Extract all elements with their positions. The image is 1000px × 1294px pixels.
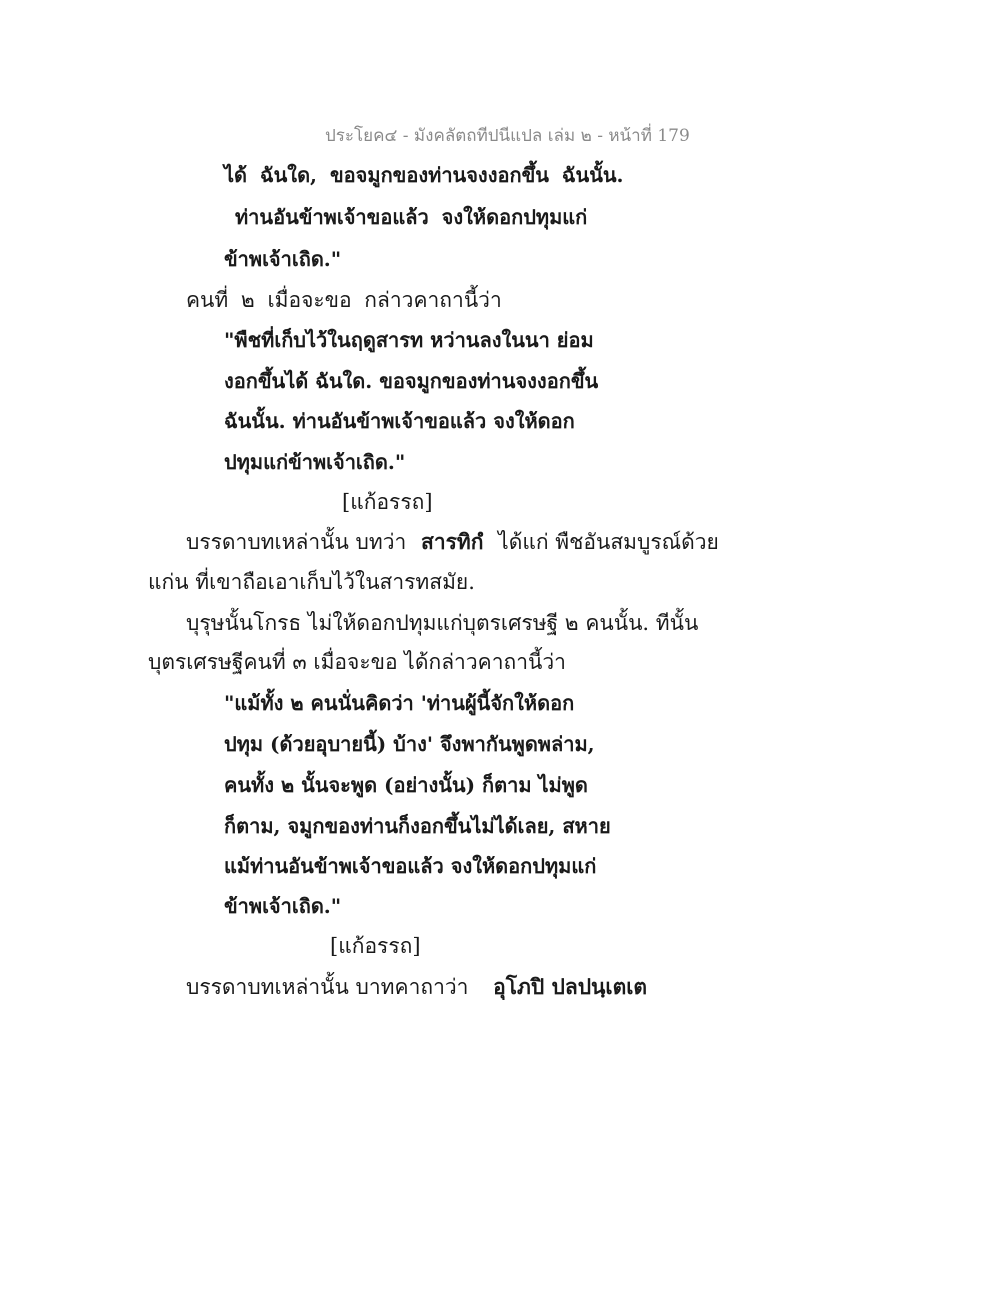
body-line: บุรุษนั้นโกรธ ไม่ให้ดอกปทุมแก่บุตรเศรษฐี ๒ คนนั้น. ทีนั้น xyxy=(186,611,699,635)
body-text: บรรดาบทเหล่านั้น บทว่า xyxy=(186,530,407,554)
verse-line: ปทุมแก่ข้าพเจ้าเถิด." xyxy=(224,450,406,474)
verse-line: "พืชที่เก็บไว้ในฤดูสารท หว่านลงในนา ย่อม xyxy=(224,328,594,352)
body-line: แก่น ที่เขาถือเอาเก็บไว้ในสารทสมัย. xyxy=(148,570,475,594)
verse-line: ฉันนั้น. ท่านอันข้าพเจ้าขอแล้ว จงให้ดอก xyxy=(224,409,575,433)
verse-line: คนทั้ง ๒ นั้นจะพูด (อย่างนั้น) ก็ตาม ไม่พูด xyxy=(224,773,588,797)
body-text: ได้แก่ พืชอันสมบูรณ์ด้วย xyxy=(498,530,719,554)
section-heading: [แก้อรรถ] xyxy=(342,490,433,514)
body-line xyxy=(186,973,647,1001)
verse-line: ข้าพเจ้าเถิด." xyxy=(224,247,342,271)
term-bold: อุโภปิ ปลปนฺเตเต xyxy=(493,974,648,999)
verse-line: "แม้ทั้ง ๒ คนนั่นคิดว่า 'ท่านผู้นี้จักให้ดอก xyxy=(224,691,575,715)
verse-line: ข้าพเจ้าเถิด." xyxy=(224,894,342,918)
verse-line: ท่านอันข้าพเจ้าขอแล้ว จงให้ดอกปทุมแก่ xyxy=(235,205,588,229)
verse-line: ปทุม (ด้วยอุบายนี้) บ้าง' จึงพากันพูดพล่าม, xyxy=(224,732,595,756)
body-line: คนที่ ๒ เมื่อจะขอ กล่าวคาถานี้ว่า xyxy=(186,288,502,312)
verse-line: ก็ตาม, จมูกของท่านก็งอกขึ้นไม่ได้เลย, สหาย xyxy=(224,814,611,838)
body-line xyxy=(186,528,719,556)
running-header: ประโยค๔ - มังคลัตถทีปนีแปล เล่ม ๒ - หน้าที่ 179 xyxy=(325,126,690,146)
term-bold: สารทิกํ xyxy=(421,529,484,554)
body-text: บรรดาบทเหล่านั้น บาทคาถาว่า xyxy=(186,975,469,999)
body-line: บุตรเศรษฐีคนที่ ๓ เมื่อจะขอ ได้กล่าวคาถานี้ว่า xyxy=(148,650,566,674)
verse-line: แม้ท่านอันข้าพเจ้าขอแล้ว จงให้ดอกปทุมแก่ xyxy=(224,854,597,878)
verse-line: ได้ ฉันใด, ขอจมูกของท่านจงงอกขึ้น ฉันนั้น. xyxy=(224,163,624,187)
verse-line: งอกขึ้นได้ ฉันใด. ขอจมูกของท่านจงงอกขึ้น xyxy=(224,369,599,393)
section-heading: [แก้อรรถ] xyxy=(330,934,421,958)
